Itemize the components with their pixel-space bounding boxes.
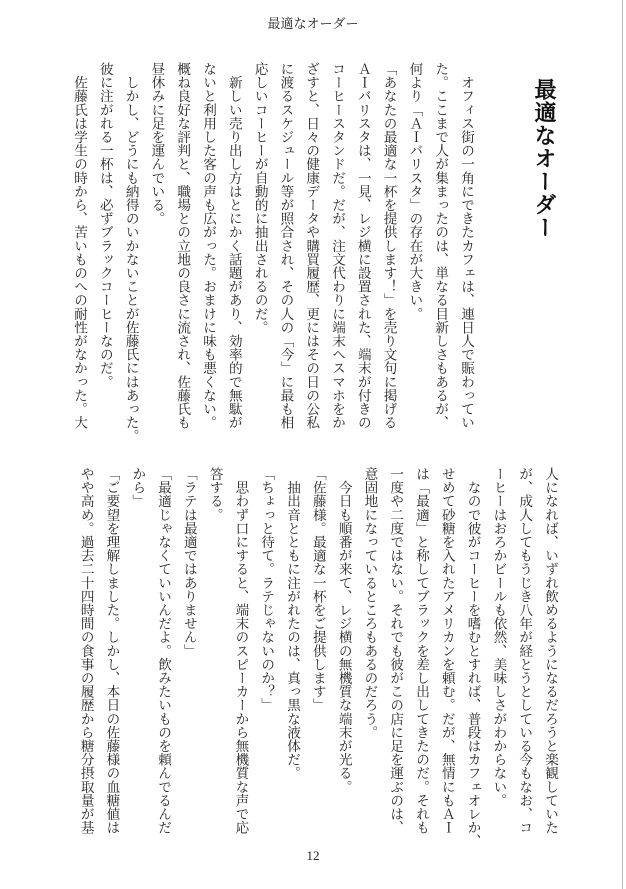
- text-line: ざすと、日々の健康データや購買履歴、更にはその日の公私: [304, 62, 320, 430]
- text-line: 「最適じゃなくていいんだよ。飲みたいものを頼んでるんだ: [156, 467, 172, 835]
- text-line: せめて砂糖を入れたアメリカンを頼む。だが、無情にもＡＩ: [439, 467, 455, 835]
- text-line: 概ね良好な評判と、職場との立地の良さに流され、佐藤氏も: [175, 62, 191, 430]
- text-line: 新しい売り出し方はとにかく話題があり、効率的で無駄が: [226, 62, 242, 430]
- text-line: 今日も順番が来て、レジ横の無機質な端末が光る。: [336, 467, 352, 794]
- text-line: ないと利用した客の声も広がった。おまけに味も悪くない。: [201, 62, 217, 430]
- text-line: 「あなたの最適な一杯を提供します！」を売り文句に掲げる: [381, 62, 397, 430]
- text-line: た。ここまで人が集まったのは、単なる目新しさもあるが、: [433, 62, 449, 430]
- text-line: ＡＩバリスタは、一見、レジ横に設置された、端末が付きの: [355, 62, 371, 430]
- text-line: は「最適」と称してブラックを差し出してきたのだ。それも: [414, 467, 430, 835]
- page-number: 12: [306, 848, 320, 863]
- text-line: やや高め。過去二十四時間の食事の履歴から糖分摂取量が基: [78, 467, 94, 835]
- text-line: 「ご要望を理解しました。しかし、本日の佐藤様の血糖値は: [104, 467, 120, 835]
- text-line: 一度や二度ではない。それでも彼がこの店に足を運ぶのは、: [388, 467, 404, 835]
- body-text-upper: [66, 62, 479, 443]
- text-line: 思わず口にすると、端末のスピーカーから無機質な声で応: [233, 467, 249, 835]
- text-line: 抽出音とともに注がれたのは、真っ黒な液体だ。: [285, 467, 301, 780]
- page-edge: [622, 0, 623, 889]
- text-line: 人になれば、いずれ飲めるようになるだろうと楽観していた: [543, 467, 558, 835]
- text-line: が、成人してもうじき八年が経とうとしている今もなお、コ: [517, 467, 533, 835]
- text-line: ーヒーはおろかビールも依然、美味しさがわからない。: [491, 467, 507, 807]
- text-line: 応しいコーヒーが自動的に抽出されるのだ。: [252, 62, 268, 334]
- text-line: 「佐藤様。最適な一杯をご提供します」: [310, 467, 326, 712]
- text-line: 彼に注がれる一杯は、必ずブラックコーヒーなのだ。: [97, 62, 113, 389]
- text-line: 何より「ＡＩバリスタ」の存在が大きい。: [407, 62, 423, 321]
- text-line: 佐藤氏は学生の時から、苦いものへの耐性がなかった。大: [72, 62, 88, 430]
- text-line: なので彼がコーヒーを嗜むとすれば、普段はカフェオレか、: [465, 467, 481, 848]
- text-line: 昼休みに足を運んでいる。: [149, 62, 165, 226]
- text-line: から」: [130, 467, 146, 508]
- text-line: オフィス街の一角にできたカフェは、連日人で賑わってい: [459, 62, 474, 430]
- text-line: コーヒースタンドだ。だが、注文代わりに端末へスマホをか: [330, 62, 346, 430]
- text-line: 「ちょっと待て。ラテじゃないのか？」: [259, 467, 275, 712]
- text-line: 「ラテは最適ではありません」: [181, 467, 197, 658]
- text-line: 答する。: [207, 467, 223, 522]
- text-line: 意固地になっているところもあるのだろう。: [362, 467, 378, 739]
- text-line: に渡るスケジュール等が照合され、その人の「今」に最も相: [278, 62, 294, 430]
- running-head: 最適なオーダー: [267, 16, 359, 31]
- text-line: しかし、どうにも納得のいかないことが佐藤氏にはあった。: [123, 62, 139, 443]
- story-title: 最適なオーダー: [531, 78, 556, 239]
- body-text-lower: [73, 467, 563, 848]
